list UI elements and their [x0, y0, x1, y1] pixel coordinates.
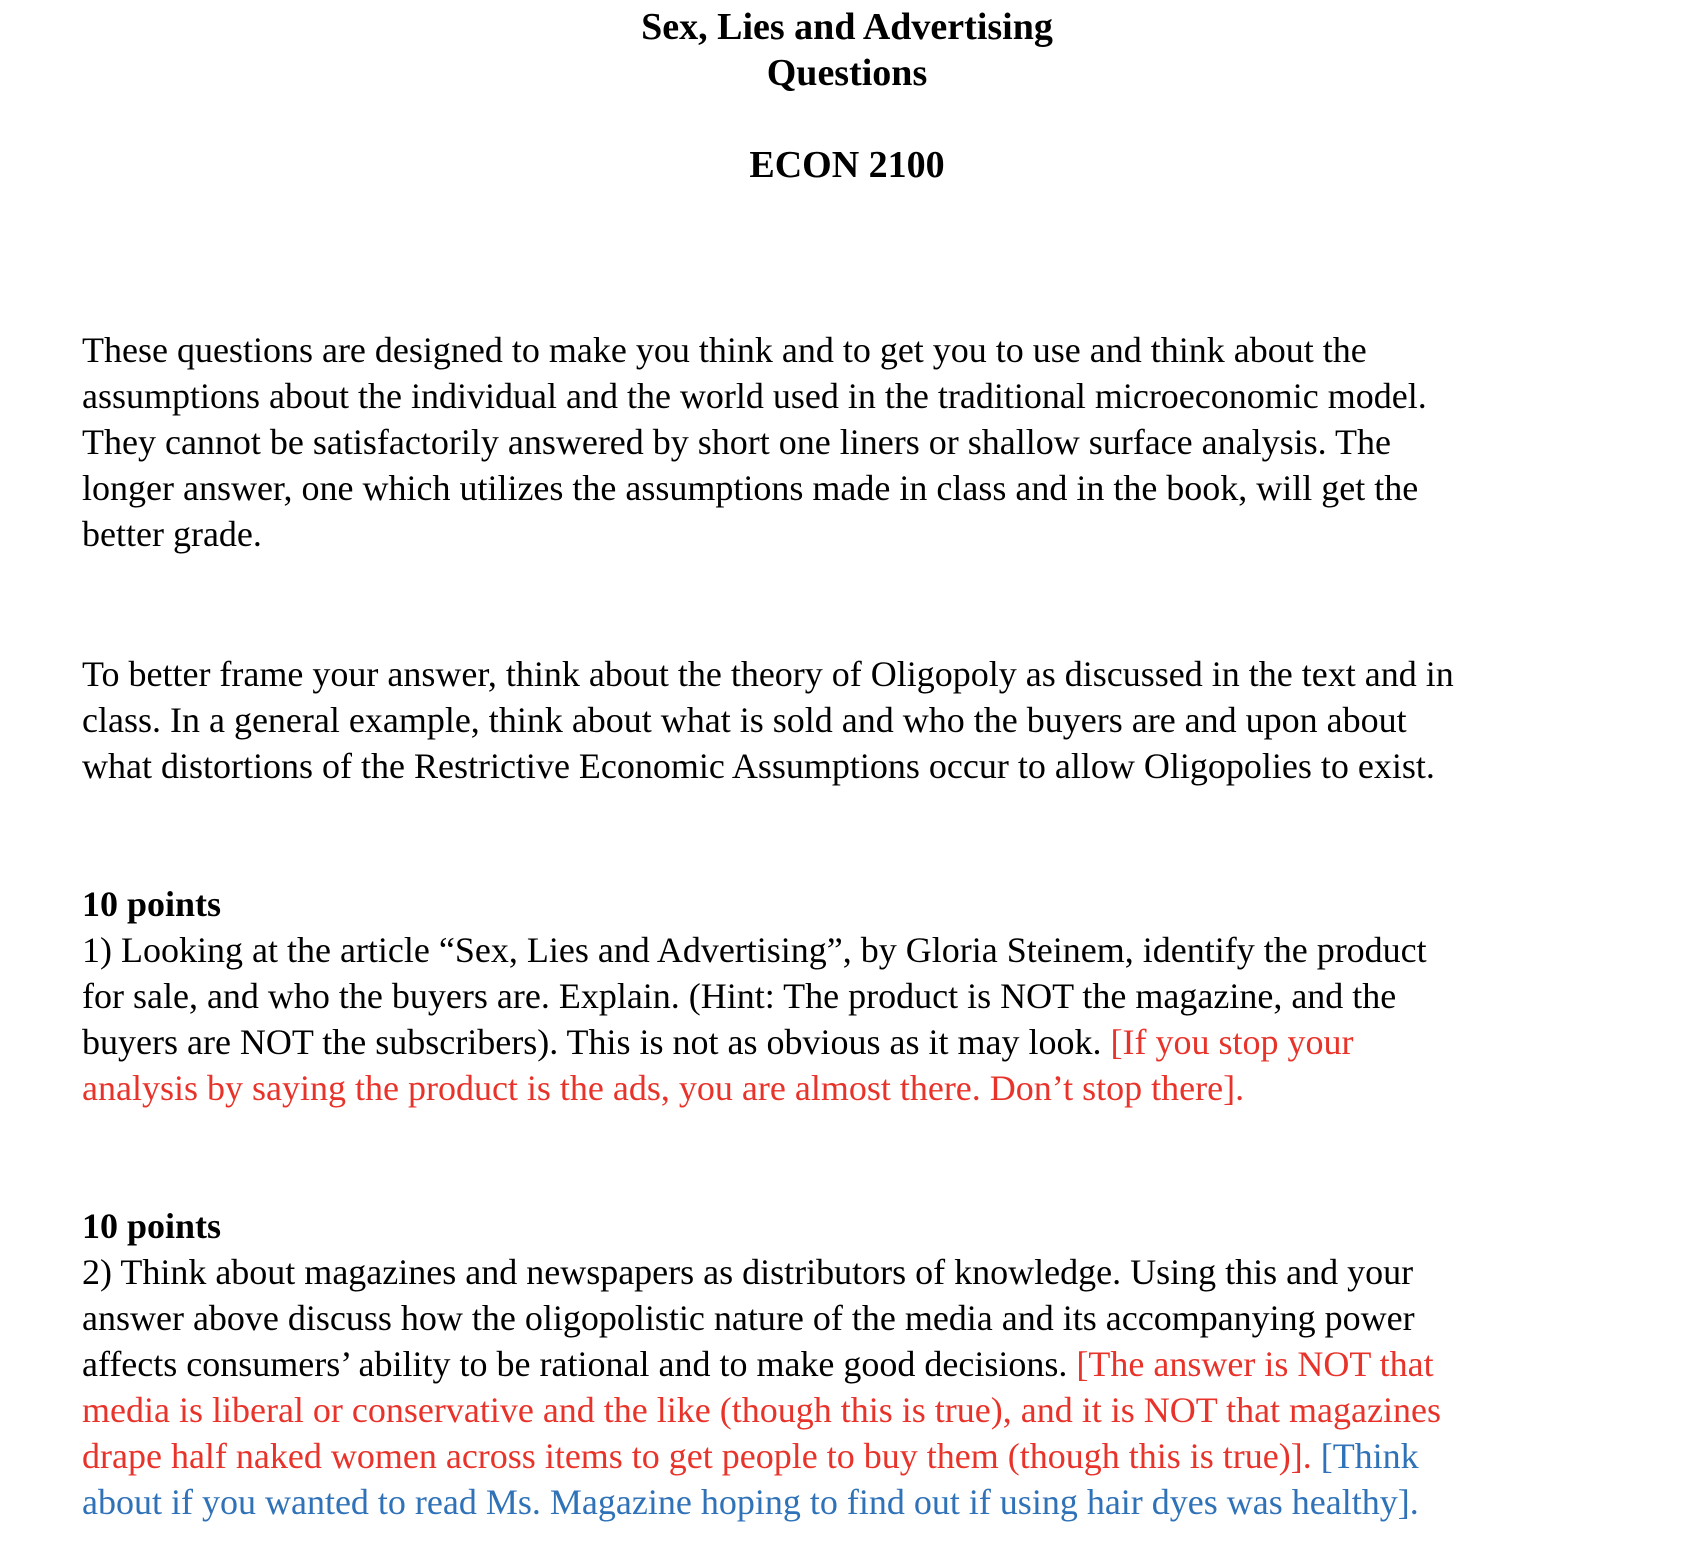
- red-hint-text: drape half naked women across items to get people to buy them (though this is true)].: [82, 1436, 1321, 1476]
- red-hint-line: media is liberal or conservative and the like (though this is true), and it is NOT that magazines: [82, 1390, 1441, 1430]
- framing-line: what distortions of the Restrictive Economic Assumptions occur to allow Oligopolies to exist.: [82, 746, 1435, 786]
- intro-line: assumptions about the individual and the world used in the traditional microeconomic model.: [82, 376, 1427, 416]
- red-hint-line: analysis by saying the product is the ads, you are almost there. Don’t stop there].: [82, 1068, 1245, 1108]
- document-header: [0, 4, 1694, 188]
- framing-line: class. In a general example, think about what is sold and who the buyers are and upon about: [82, 700, 1407, 740]
- red-hint-text: [If you stop your: [1110, 1022, 1354, 1062]
- question-points: 10 points: [82, 884, 222, 924]
- question-text-line: for sale, and who the buyers are. Explain. (Hint: The product is NOT the magazine, and the: [82, 976, 1397, 1016]
- question-text-line: 1) Looking at the article “Sex, Lies and Advertising”, by Gloria Steinem, identify the product: [82, 930, 1427, 970]
- intro-line: They cannot be satisfactorily answered by short one liners or shallow surface analysis. The: [82, 422, 1391, 462]
- hint-line: [82, 1433, 1642, 1479]
- intro-line: These questions are designed to make you think and to get you to use and think about the: [82, 330, 1367, 370]
- framing-paragraph: [82, 651, 1642, 789]
- question-points: 10 points: [82, 1206, 222, 1246]
- intro-paragraph: [82, 327, 1642, 557]
- question-text: affects consumers’ ability to be rational and to make good decisions.: [82, 1344, 1077, 1384]
- framing-line: To better frame your answer, think about the theory of Oligopoly as discussed in the text and in: [82, 654, 1454, 694]
- question-1: [82, 881, 1642, 1111]
- course-code: ECON 2100: [749, 144, 945, 186]
- document-title: Sex, Lies and Advertising: [641, 6, 1053, 48]
- blue-hint-text: [Think: [1320, 1436, 1419, 1476]
- question-text: buyers are NOT the subscribers). This is not as obvious as it may look.: [82, 1022, 1111, 1062]
- question-text-line: answer above discuss how the oligopolistic nature of the media and its accompanying power: [82, 1298, 1415, 1338]
- question-text-line: [82, 1341, 1642, 1387]
- question-2: [82, 1203, 1642, 1525]
- question-text-line: [82, 1019, 1642, 1065]
- intro-line: better grade.: [82, 514, 262, 554]
- intro-line: longer answer, one which utilizes the assumptions made in class and in the book, will get the: [82, 468, 1419, 508]
- blue-hint-line: about if you wanted to read Ms. Magazine hoping to find out if using hair dyes was healthy].: [82, 1482, 1419, 1522]
- question-text-line: 2) Think about magazines and newspapers as distributors of knowledge. Using this and your: [82, 1252, 1414, 1292]
- red-hint-text: [The answer is NOT that: [1076, 1344, 1434, 1384]
- document-subtitle: Questions: [766, 52, 928, 94]
